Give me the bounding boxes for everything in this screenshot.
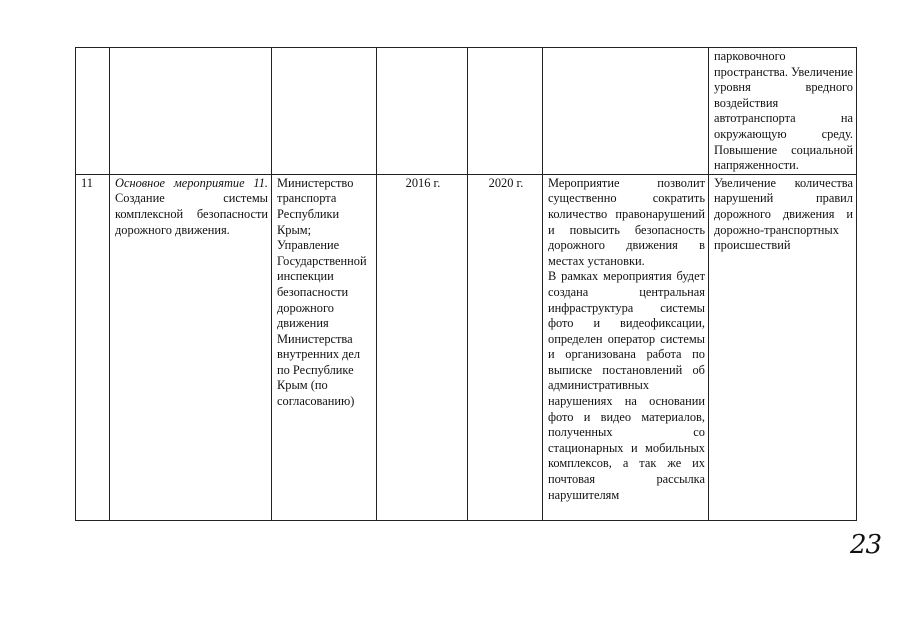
cell-start-empty (377, 48, 468, 175)
cell-event (110, 174, 272, 520)
program-table (75, 47, 857, 521)
event-title-italic: Основное мероприятие 11. (115, 175, 268, 190)
cell-number-empty (76, 48, 110, 175)
cell-effect: Увеличение количества нарушений правил дорожного движения и дорожно-транспортных происшествий (709, 174, 857, 520)
cell-executor-empty (272, 48, 377, 175)
event-title-rest: Создание системы комплексной безопасности дорожного движения. (115, 191, 268, 237)
handwritten-page-number: 23 (850, 530, 882, 560)
cell-start-year: 2016 г. (377, 174, 468, 520)
cell-result (543, 174, 709, 520)
cell-result-empty (543, 48, 709, 175)
cell-effect-continued: парковочного пространства. Увеличение уровня вредного воздействия автотранспорта на окружающую среду. Повышение социальной напряженности. (709, 48, 857, 175)
result-paragraph-2: В рамках мероприятия будет создана центральная инфраструктура системы фото и видеофиксации, определен оператор системы и организована работа по выписке постановлений об административных нарушениях на основании фото и видео материалов, полученных со стационарных и мобильных комплексов, а так же их почтовая рассылка нарушителям (548, 269, 705, 502)
cell-number: 11 (76, 174, 110, 520)
table-row-continued (76, 48, 857, 175)
cell-end-year: 2020 г. (468, 174, 543, 520)
cell-end-empty (468, 48, 543, 175)
table-row-11 (76, 174, 857, 520)
cell-event-empty (110, 48, 272, 175)
cell-executor: Министерство транспорта Республики Крым; Управление Государственной инспекции безопасности дорожного движения Министерства внутренних дел по Республике Крым (по согласованию) (272, 174, 377, 520)
result-paragraph-1: Мероприятие позволит существенно сократить количество правонарушений и повысить безопасность дорожного движения в местах установки. (548, 175, 705, 268)
